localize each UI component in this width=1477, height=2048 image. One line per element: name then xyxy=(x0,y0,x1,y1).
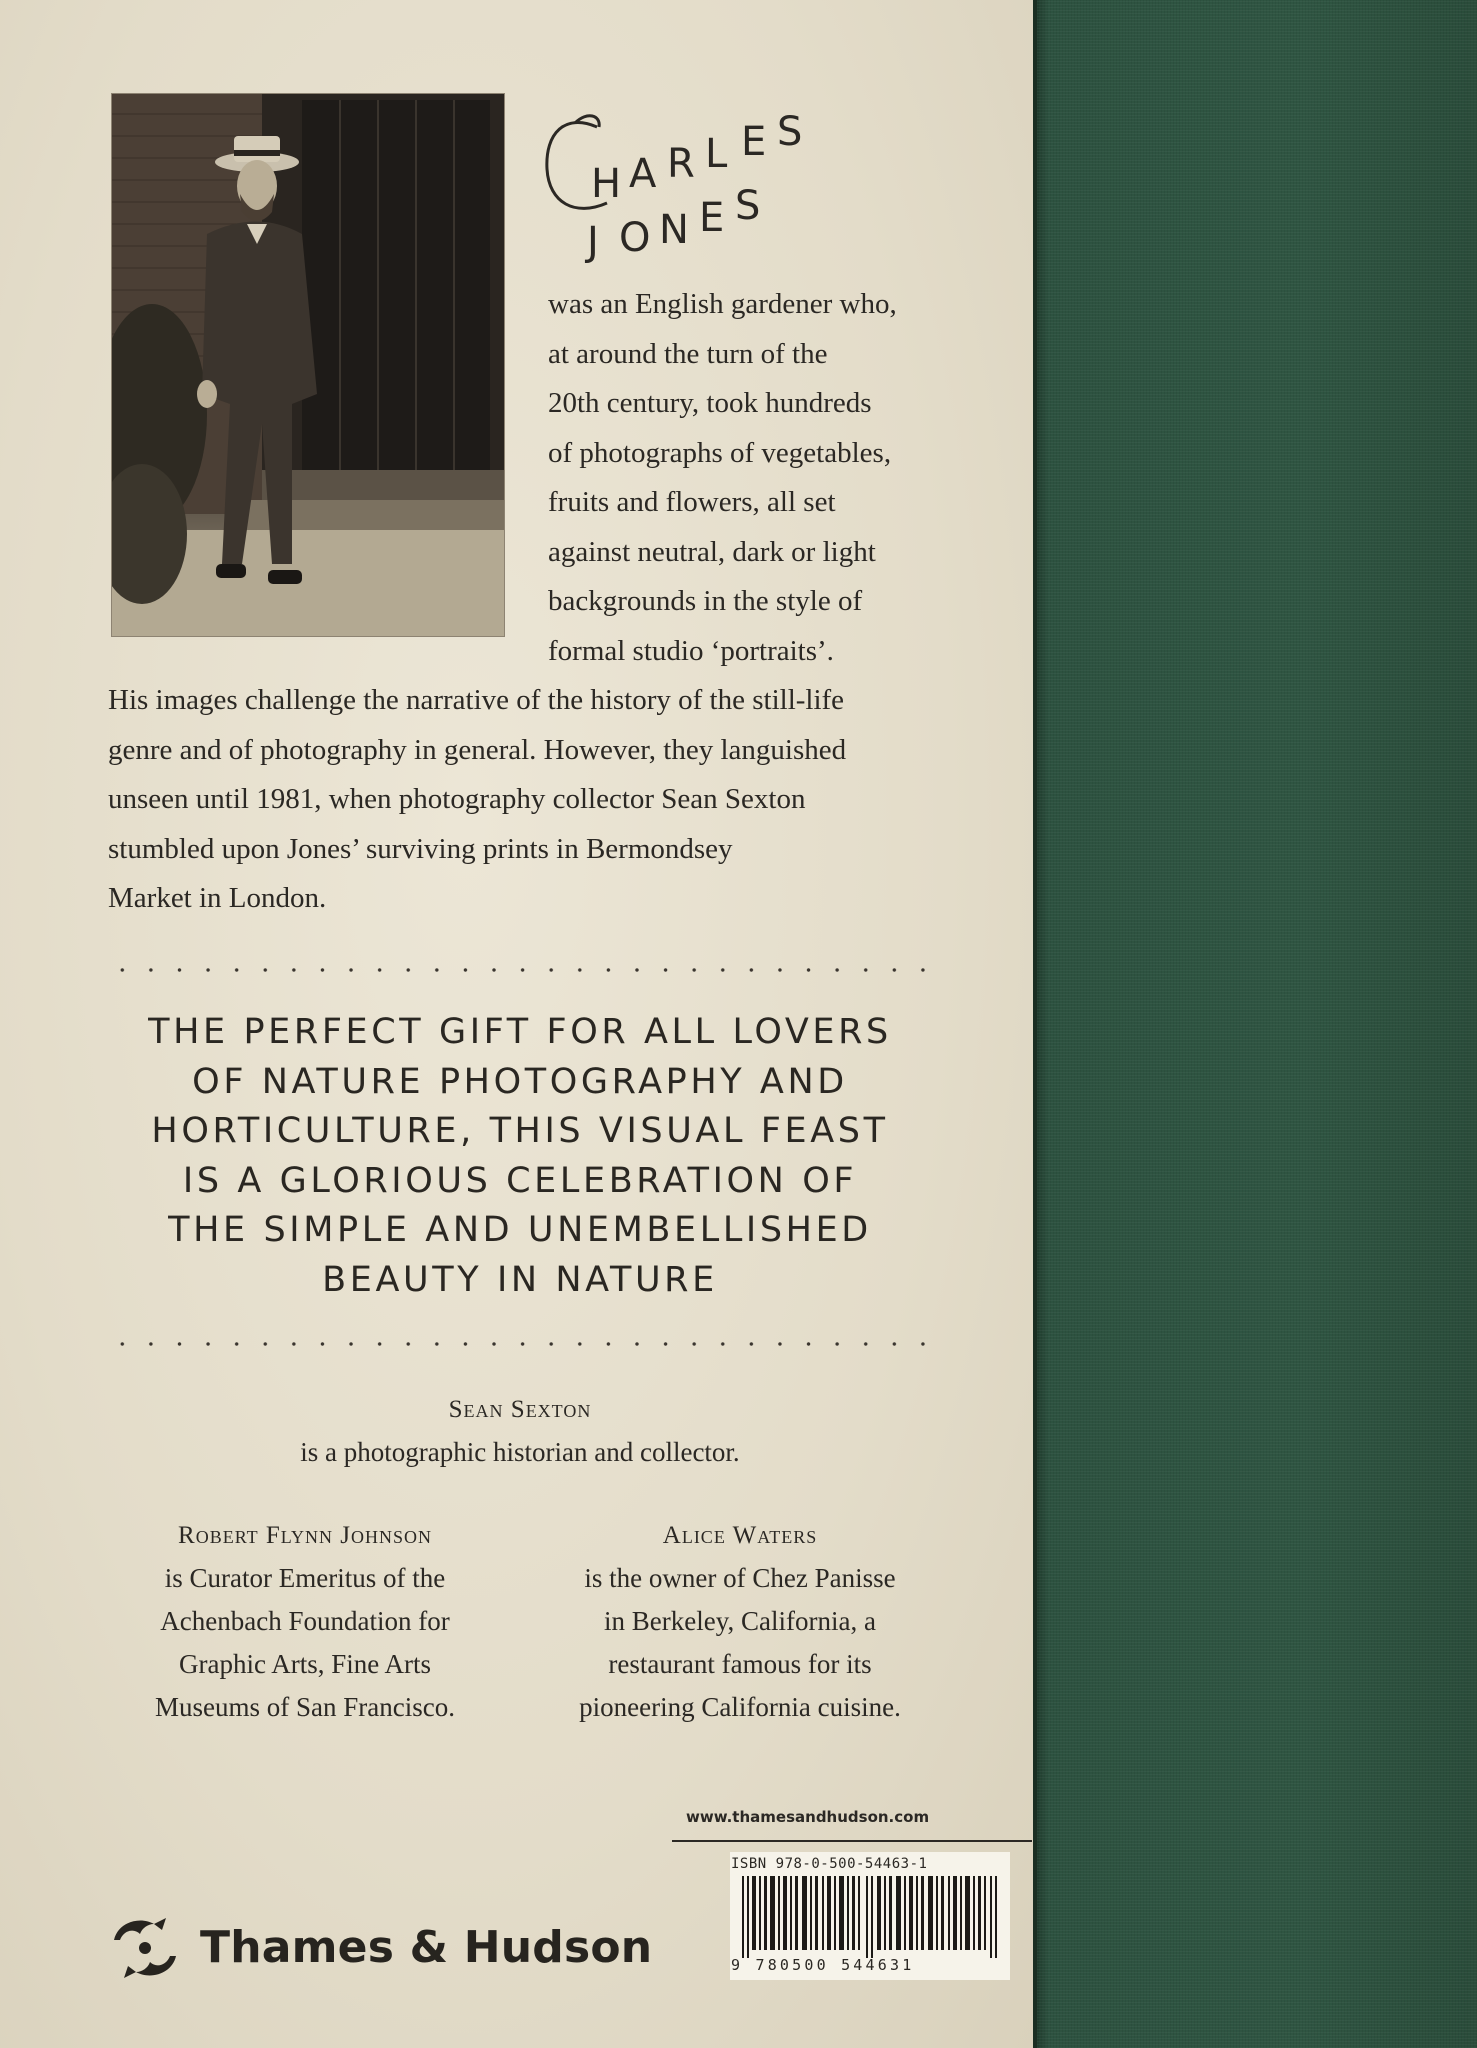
tagline-line: HORTICULTURE, THIS VISUAL FEAST xyxy=(151,1111,889,1151)
title-lettering xyxy=(535,105,865,270)
intro-line: backgrounds in the style of xyxy=(548,585,863,617)
barcode-rule xyxy=(672,1840,1032,1842)
intro-line: 20th century, took hundreds xyxy=(548,387,872,419)
tagline-line: BEAUTY IN NATURE xyxy=(322,1259,718,1300)
intro-line: against neutral, dark or light xyxy=(548,535,876,568)
intro-line: Market in London. xyxy=(108,882,327,914)
svg-text:S: S xyxy=(777,109,809,155)
spine-edge xyxy=(1033,0,1037,2048)
bio-line: is the owner of Chez Panisse xyxy=(584,1563,896,1593)
dotted-divider xyxy=(108,1342,948,1346)
bio-line: Achenbach Foundation for xyxy=(160,1606,450,1636)
bio-sean-sexton xyxy=(140,1388,900,1474)
bio-name: Alice Waters xyxy=(662,1522,818,1549)
svg-text:J: J xyxy=(587,219,599,265)
cloth-spine xyxy=(1035,0,1477,2048)
svg-text:S: S xyxy=(735,183,761,229)
intro-paragraph-continued xyxy=(108,676,968,924)
intro-line: genre and of photography in general. However, they languished xyxy=(108,733,847,766)
svg-text:E: E xyxy=(699,195,725,241)
barcode-number: 9 780500 544631 xyxy=(731,1956,915,1974)
bio-alice-waters xyxy=(530,1514,950,1729)
intro-line: of photographs of vegetables, xyxy=(548,436,892,469)
intro-line: His images challenge the narrative of the history of the still-life xyxy=(108,684,845,716)
bio-line: is a photographic historian and collector. xyxy=(300,1437,740,1467)
publisher-name: Thames & Hudson xyxy=(200,1922,653,1973)
svg-text:A: A xyxy=(629,151,663,197)
svg-text:N: N xyxy=(659,207,689,253)
portrait-photograph xyxy=(112,94,504,636)
bio-line: pioneering California cuisine. xyxy=(579,1692,901,1722)
dolphin-logo-icon xyxy=(104,1912,186,1984)
dotted-divider xyxy=(108,968,948,972)
intro-line: formal studio ‘portraits’. xyxy=(548,634,834,667)
tagline-line: THE SIMPLE AND UNEMBELLISHED xyxy=(168,1210,872,1250)
bio-name: Sean Sexton xyxy=(448,1396,592,1423)
bio-line: Museums of San Francisco. xyxy=(155,1692,455,1722)
publisher-url[interactable]: www.thamesandhudson.com xyxy=(686,1808,930,1826)
intro-line: at around the turn of the xyxy=(548,337,828,370)
intro-line: stumbled upon Jones’ surviving prints in Bermondsey xyxy=(108,832,733,865)
bio-line: in Berkeley, California, a xyxy=(604,1606,876,1636)
svg-text:O: O xyxy=(619,215,651,261)
tagline-line: OF NATURE PHOTOGRAPHY AND xyxy=(192,1061,848,1102)
barcode xyxy=(742,1876,1004,1958)
bio-name: Robert Flynn Johnson xyxy=(178,1522,432,1549)
bio-line: Graphic Arts, Fine Arts xyxy=(179,1649,431,1679)
tagline xyxy=(80,1008,960,1305)
bio-line: is Curator Emeritus of the xyxy=(164,1563,446,1593)
svg-text:R: R xyxy=(667,141,701,187)
intro-line: was an English gardener who, xyxy=(548,288,897,320)
isbn-label: ISBN 978-0-500-54463-1 xyxy=(731,1856,928,1872)
tagline-line: IS A GLORIOUS CELEBRATION OF xyxy=(182,1160,858,1201)
intro-line: unseen until 1981, when photography collector Sean Sexton xyxy=(108,783,806,815)
svg-text:L: L xyxy=(705,131,734,177)
tagline-line: THE PERFECT GIFT FOR ALL LOVERS xyxy=(148,1012,892,1052)
svg-text:H: H xyxy=(591,161,628,207)
bio-line: restaurant famous for its xyxy=(608,1649,872,1679)
svg-text:E: E xyxy=(741,119,773,165)
bio-robert-flynn-johnson xyxy=(95,1514,515,1729)
intro-line: fruits and flowers, all set xyxy=(548,486,836,518)
intro-paragraph xyxy=(548,280,988,676)
